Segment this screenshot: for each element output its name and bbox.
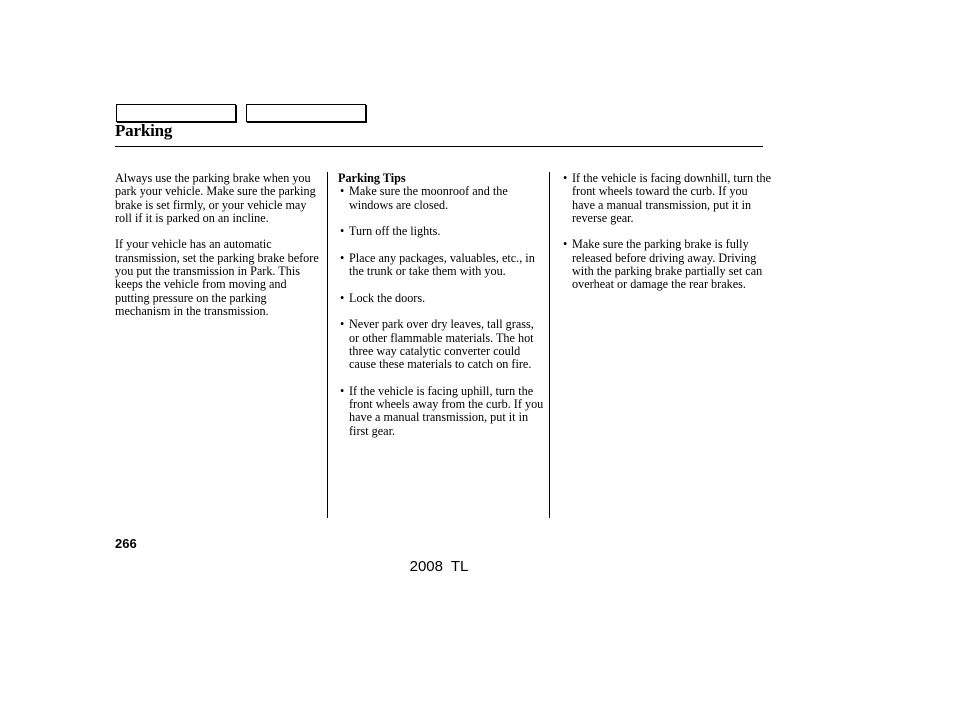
column-divider-2 xyxy=(549,172,550,518)
list-item xyxy=(561,172,771,225)
tip-text: Place any packages, valuables, etc., in the trunk or take them with you. xyxy=(349,250,535,279)
column-divider-1 xyxy=(327,172,328,518)
bullet-icon: • xyxy=(340,383,345,398)
bullet-icon: • xyxy=(340,317,345,332)
tip-text: Make sure the moonroof and the windows are closed. xyxy=(349,184,508,212)
parking-tips-heading: Parking Tips xyxy=(338,171,406,185)
column-parking-tips xyxy=(338,172,546,451)
tip-text: Make sure the parking brake is fully released before driving away. Driving with the parking brake partially set can overheat or damage the rear brakes. xyxy=(572,237,763,292)
intro-paragraph-1: Always use the parking brake when you park your vehicle. Make sure the parking brake is set firmly, or your vehicle may roll if it is parked on an incline. xyxy=(115,171,316,225)
title-rule xyxy=(115,146,763,147)
tip-text: If the vehicle is facing downhill, turn the front wheels toward the curb. If you have a manual transmission, put it in reverse gear. xyxy=(572,171,772,225)
bullet-icon: • xyxy=(563,237,568,252)
tip-text: If the vehicle is facing uphill, turn the front wheels away from the curb. If you have a manual transmission, put it in first gear. xyxy=(349,383,544,438)
more-tips-list xyxy=(561,172,771,292)
bullet-icon: • xyxy=(340,250,345,265)
list-item xyxy=(338,385,546,438)
list-item xyxy=(338,252,546,279)
page-title: Parking xyxy=(115,121,173,140)
list-item xyxy=(338,225,546,238)
list-item xyxy=(338,292,546,305)
parking-tips-list xyxy=(338,185,546,438)
list-item xyxy=(338,318,546,371)
list-item xyxy=(338,185,546,212)
footer-model xyxy=(0,558,954,575)
intro-paragraph-2: If your vehicle has an automatic transmission, set the parking brake before you put the transmission in Park. This keeps the vehicle from moving and putting pressure on the parking mechanism in the transmission. xyxy=(115,237,319,318)
tip-text: Never park over dry leaves, tall grass, or other flammable materials. The hot three way catalytic converter could cause these materials to catch on fire. xyxy=(349,317,534,372)
list-item xyxy=(561,238,771,291)
nav-button-1[interactable] xyxy=(116,104,236,122)
tip-text: Lock the doors. xyxy=(349,290,426,305)
tip-text: Turn off the lights. xyxy=(349,224,441,239)
column-more-tips xyxy=(561,172,771,305)
bullet-icon: • xyxy=(340,290,345,305)
bullet-icon: • xyxy=(340,224,345,239)
model-label: 2008 TL xyxy=(409,558,469,575)
page-number: 266 xyxy=(115,536,137,551)
bullet-icon: • xyxy=(340,184,345,199)
nav-button-2[interactable] xyxy=(246,104,366,122)
column-intro xyxy=(115,172,320,332)
bullet-icon: • xyxy=(563,171,568,185)
